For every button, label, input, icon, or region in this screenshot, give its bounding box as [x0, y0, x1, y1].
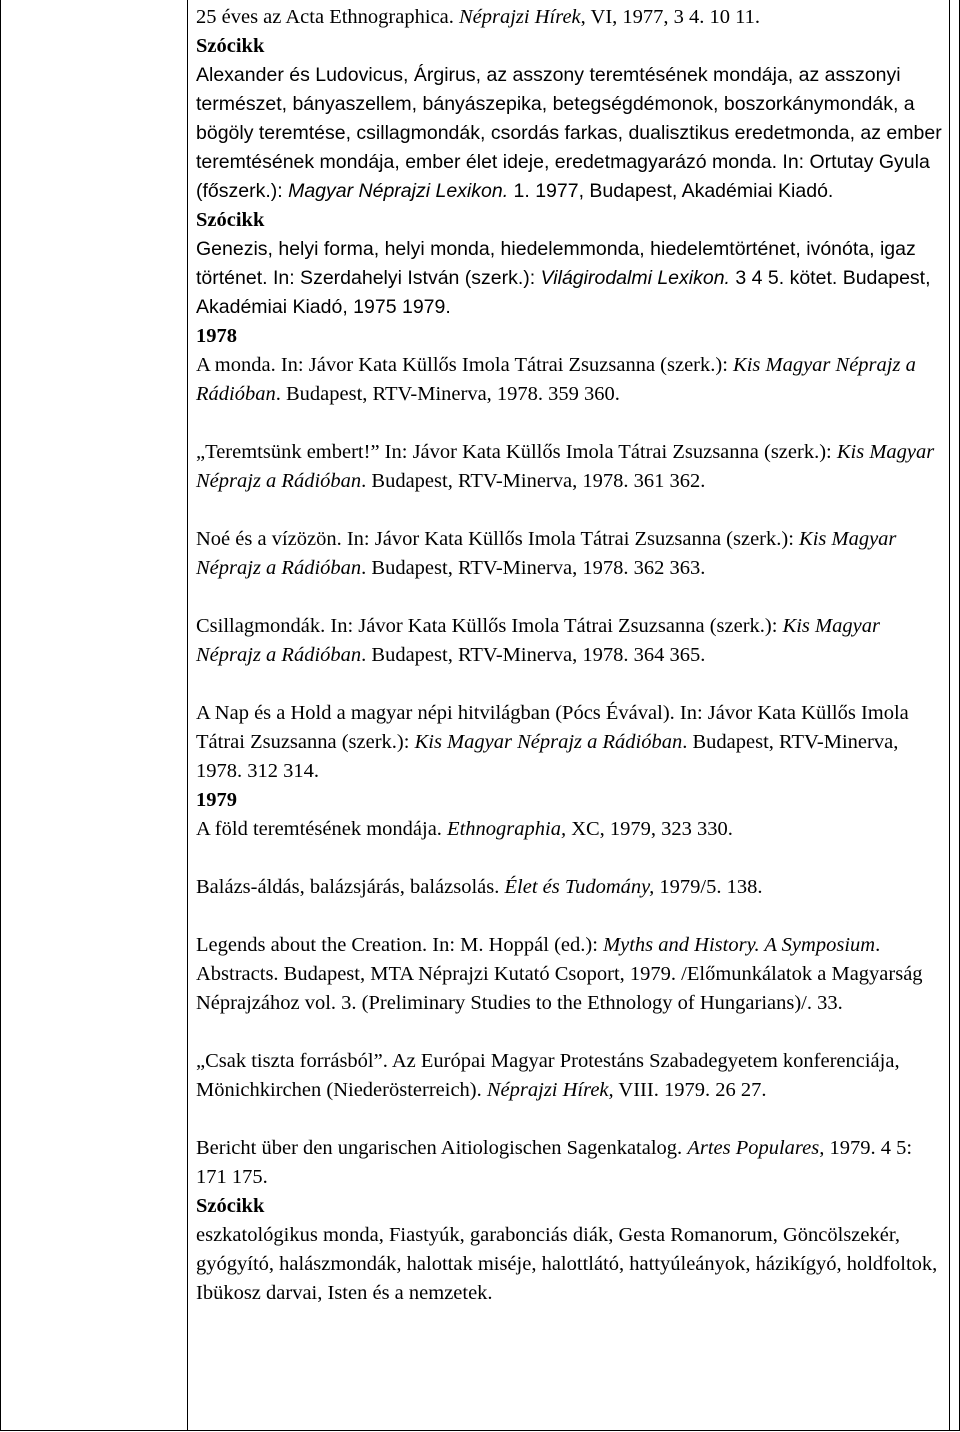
- bib-entry: A föld teremtésének mondája. Ethnographia, XC, 1979, 323 330.: [196, 818, 733, 840]
- spacer: [196, 902, 944, 931]
- section-heading: Szócikk: [196, 209, 265, 231]
- bib-entry: 25 éves az Acta Ethnographica. Néprajzi Hírek, VI, 1977, 3 4. 10 11.: [196, 6, 761, 28]
- section-heading: Szócikk: [196, 35, 265, 57]
- bib-entry: Noé és a vízözön. In: Jávor Kata Küllős Imola Tátrai Zsuzsanna (szerk.): Kis Magyar Néprajz a Rádióban. Budapest, RTV-Minerva, 1978. 362 363.: [196, 528, 897, 579]
- spacer: [196, 583, 944, 612]
- spacer: [196, 496, 944, 525]
- bib-entry: Balázs-áldás, balázsjárás, balázsolás. Élet és Tudomány, 1979/5. 138.: [196, 876, 763, 898]
- bib-entry: Alexander és Ludovicus, Árgirus, az asszony teremtésének mondája, az asszonyi természet, bányaszellem, bányászepika, betegségdémonok, boszorkánymondák, a bögöly teremtése, csillagmondák, csordás farkas, dualisztikus eredetmonda, az ember teremtésének mondája, ember élet ideje, eredetmagyarázó monda. In: Ortutay Gyula (főszerk.): Magyar Néprajzi Lexikon. 1. 1977, Budapest, Akadémiai Kiadó.: [196, 64, 942, 202]
- bib-entry: „Csak tiszta forrásból”. Az Európai Magyar Protestáns Szabadegyetem konferenciája, Mönichkirchen (Niederösterreich). Néprajzi Hírek, VIII. 1979. 26 27.: [196, 1050, 900, 1101]
- bib-entry: A Nap és a Hold a magyar népi hitvilágban (Pócs Évával). In: Jávor Kata Küllős Imola Tátrai Zsuzsanna (szerk.): Kis Magyar Néprajz a Rádióban. Budapest, RTV-Minerva, 1978. 312 314.: [196, 702, 909, 782]
- bib-entry: Bericht über den ungarischen Aitiologischen Sagenkatalog. Artes Populares, 1979. 4 5: 171 175.: [196, 1137, 913, 1188]
- bib-entry: A monda. In: Jávor Kata Küllős Imola Tátrai Zsuzsanna (szerk.): Kis Magyar Néprajz a Rádióban. Budapest, RTV-Minerva, 1978. 359 360.: [196, 354, 916, 405]
- table-column-divider-right: [949, 0, 950, 1430]
- bib-entry: Genezis, helyi forma, helyi monda, hiedelemmonda, hiedelemtörténet, ivónóta, igaz történet. In: Szerdahelyi István (szerk.): Világirodalmi Lexikon. 3 4 5. kötet. Budapest, Akadémiai Kiadó, 1975 1979.: [196, 238, 931, 318]
- bib-entry: Csillagmondák. In: Jávor Kata Küllős Imola Tátrai Zsuzsanna (szerk.): Kis Magyar Néprajz a Rádióban. Budapest, RTV-Minerva, 1978. 364 365.: [196, 615, 880, 666]
- spacer: [196, 1105, 944, 1134]
- section-heading: Szócikk: [196, 1195, 265, 1217]
- bib-entry: „Teremtsünk embert!” In: Jávor Kata Küllős Imola Tátrai Zsuzsanna (szerk.): Kis Magyar Néprajz a Rádióban. Budapest, RTV-Minerva, 1978. 361 362.: [196, 441, 935, 492]
- spacer: [196, 844, 944, 873]
- year-heading: 1978: [196, 325, 237, 347]
- year-heading: 1979: [196, 789, 237, 811]
- spacer: [196, 1018, 944, 1047]
- bib-entry: Legends about the Creation. In: M. Hoppál (ed.): Myths and History. A Symposium. Abstracts. Budapest, MTA Néprajzi Kutató Csoport, 1979. /Előmunkálatok a Magyarság Néprajzához vol. 3. (Preliminary Studies to the Ethnology of Hungarians)/. 33.: [196, 934, 923, 1014]
- table-column-divider-left: [187, 0, 188, 1430]
- spacer: [196, 409, 944, 438]
- bibliography-cell: [196, 3, 944, 1308]
- spacer: [196, 670, 944, 699]
- bib-entry: eszkatológikus monda, Fiastyúk, garabonciás diák, Gesta Romanorum, Göncölszekér, gyógyító, halászmondák, halottak miséje, halottlátó, hattyúleányok, házikígyó, holdfoltok, Ibükosz darvai, Isten és a nemzetek.: [196, 1224, 938, 1304]
